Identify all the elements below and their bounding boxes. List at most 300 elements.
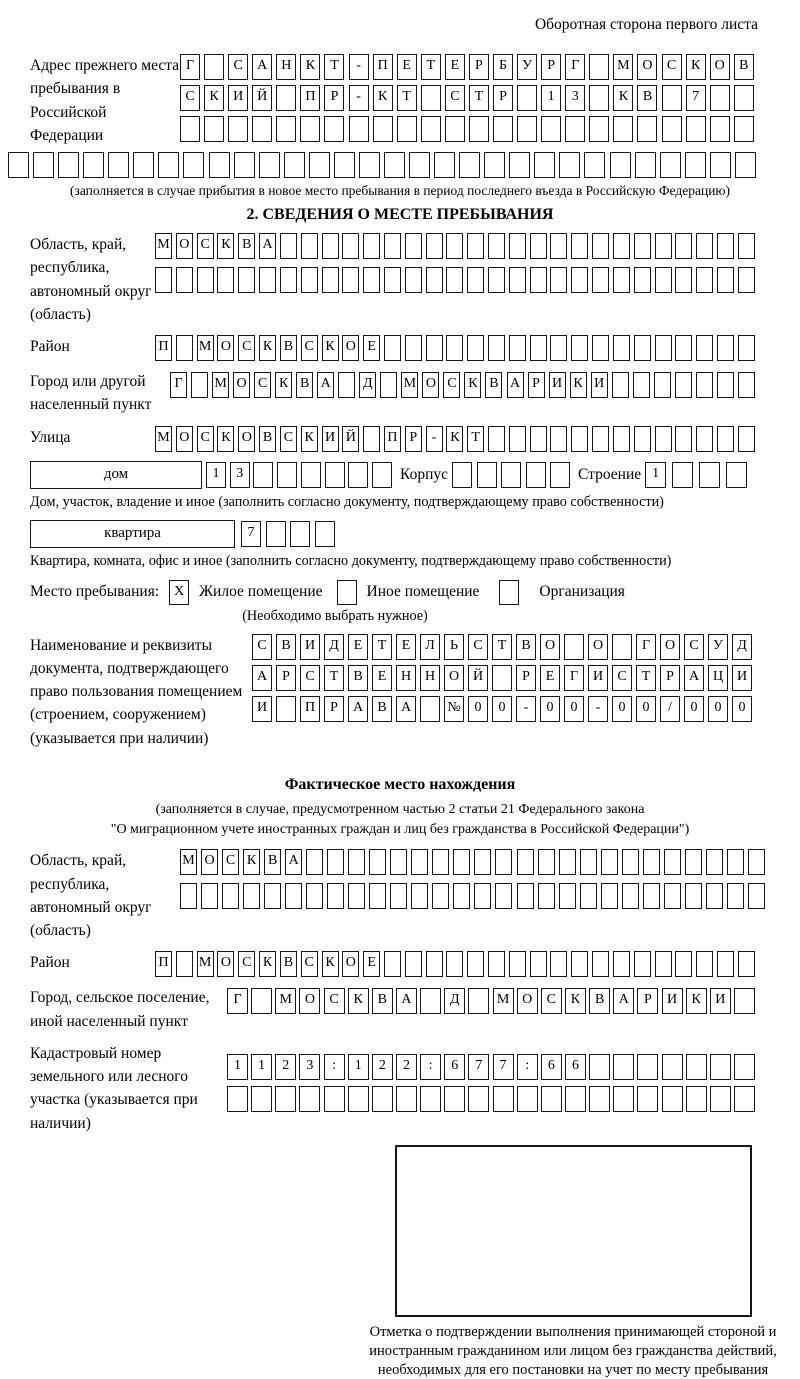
char-cell: К [464,372,481,398]
char-cell [550,233,567,259]
char-cell: 6 [444,1054,465,1080]
char-cell: В [372,988,393,1014]
char-cell: Н [420,665,440,691]
char-cell: : [324,1054,345,1080]
char-cell [469,116,489,142]
char-cell [565,1086,586,1112]
fact-oblast-label: Область, край, республика, автономный округ (область) [30,852,152,940]
char-cell: Д [444,988,465,1014]
char-cell: А [259,233,276,259]
char-cell [584,152,605,178]
char-cell [710,85,730,111]
char-cell: П [155,335,172,361]
fact-heading: Фактическое место нахождения [284,775,516,793]
char-cell: Т [372,634,392,660]
char-cell [571,335,588,361]
char-cell [734,1054,755,1080]
char-cell: М [212,372,229,398]
char-cell [276,116,296,142]
char-cell [266,521,286,547]
char-cell: О [238,426,255,452]
char-cell [420,988,441,1014]
char-cell [610,152,631,178]
char-cell: Е [397,54,417,80]
char-cell: 1 [541,85,561,111]
prev-address-row-3 [180,116,754,142]
char-cell [675,951,692,977]
char-cell [488,233,505,259]
char-cell: К [686,988,707,1014]
char-cell: А [317,372,334,398]
char-cell: Е [372,665,392,691]
char-cell [315,521,335,547]
char-cell [228,116,248,142]
char-cell [405,233,422,259]
char-cell [421,116,441,142]
fact-gorod-label: Город, сельское поселение, иной населенный пункт [30,989,210,1030]
char-cell: С [280,426,297,452]
char-cell [592,267,609,293]
stamp-caption: Отметка о подтверждении выполнения принимающей стороной и иностранным гражданином или лицом без гражданства действий, необходимых для его постановки на учет по месту пребывания [369,1323,777,1378]
char-cell: Е [540,665,560,691]
char-cell: 1 [251,1054,272,1080]
char-cell [655,267,672,293]
char-cell [396,1086,417,1112]
char-cell: И [300,634,320,660]
prev-address-row-1 [180,54,754,80]
char-cell [372,462,392,488]
char-cell: Р [405,426,422,452]
char-cell [432,849,449,875]
char-cell [550,462,570,488]
char-cell: М [197,335,214,361]
char-cell: И [322,426,339,452]
char-cell: К [259,951,276,977]
char-cell: Г [636,634,656,660]
char-cell [290,521,310,547]
char-cell [634,267,651,293]
char-cell: Т [636,665,656,691]
char-cell: М [275,988,296,1014]
char-cell [738,233,755,259]
char-cell: Г [564,665,584,691]
char-cell: 3 [299,1054,320,1080]
char-cell: Ц [708,665,728,691]
mesto-label: Место пребывания: [30,583,160,600]
char-cell [634,951,651,977]
char-cell [322,267,339,293]
char-cell [727,883,744,909]
char-cell [277,462,297,488]
char-cell [635,152,656,178]
char-cell [717,267,734,293]
char-cell [493,116,513,142]
kvartira-cells [241,521,335,547]
char-cell [541,1086,562,1112]
char-cell [276,696,296,722]
fact-raion-row [155,951,755,977]
char-cell [217,267,234,293]
char-cell [446,233,463,259]
char-cell [550,335,567,361]
char-cell [738,426,755,452]
char-cell [706,849,723,875]
char-cell: К [259,335,276,361]
char-cell: П [384,426,401,452]
char-cell: М [401,372,418,398]
prev-address-block [30,54,800,147]
char-cell [405,951,422,977]
char-cell [108,152,129,178]
char-cell [421,85,441,111]
dom-cells [206,462,392,488]
char-cell: К [217,233,234,259]
char-cell [675,372,692,398]
char-cell: 0 [636,696,656,722]
char-cell [453,883,470,909]
char-cell [675,267,692,293]
char-cell [338,372,355,398]
char-cell [369,883,386,909]
char-cell: Е [445,54,465,80]
fact-kadastr-grid [227,1054,755,1112]
char-cell [409,152,430,178]
char-cell: К [322,335,339,361]
char-cell [717,426,734,452]
char-cell: Т [397,85,417,111]
char-cell [324,1086,345,1112]
fact-kadastr-label: Кадастровый номер земельного или лесного участка (указывается при наличии) [30,1044,198,1132]
char-cell [559,849,576,875]
char-cell [234,152,255,178]
char-cell [592,335,609,361]
char-cell: С [541,988,562,1014]
char-cell [589,54,609,80]
char-cell [474,883,491,909]
oblast-line [30,233,800,326]
char-cell: Й [342,426,359,452]
char-cell: Р [324,85,344,111]
char-cell [685,849,702,875]
char-cell: К [322,951,339,977]
char-cell: Й [252,85,272,111]
prev-address-grid [180,54,754,147]
char-cell [655,335,672,361]
char-cell: О [233,372,250,398]
oblast-label: Область, край, республика, автономный округ (область) [30,236,152,323]
char-cell [643,883,660,909]
char-cell: К [217,426,234,452]
char-cell [501,462,521,488]
char-cell [301,233,318,259]
char-cell [564,634,584,660]
char-cell: С [612,665,632,691]
char-cell [259,267,276,293]
char-cell: О [299,988,320,1014]
char-cell: П [155,951,172,977]
char-cell: У [517,54,537,80]
char-cell: С [324,988,345,1014]
char-cell: Т [421,54,441,80]
char-cell [468,988,489,1014]
char-cell [686,1086,707,1112]
char-cell [634,335,651,361]
char-cell: Р [469,54,489,80]
char-cell [334,152,355,178]
char-cell: И [228,85,248,111]
char-cell [8,152,29,178]
char-cell [446,335,463,361]
char-cell: В [280,335,297,361]
char-cell [452,462,472,488]
char-cell [517,85,537,111]
char-cell [517,849,534,875]
char-cell [252,116,272,142]
char-cell: В [516,634,536,660]
char-cell: М [197,951,214,977]
char-cell [325,462,345,488]
char-cell: В [259,426,276,452]
char-cell: 1 [348,1054,369,1080]
char-cell [734,988,755,1014]
fact-gorod-line [30,986,800,1033]
char-cell: В [280,951,297,977]
char-cell: С [300,665,320,691]
char-cell [384,267,401,293]
char-cell [509,267,526,293]
char-cell: Р [660,665,680,691]
char-cell: Т [324,665,344,691]
char-cell [613,335,630,361]
char-cell [589,116,609,142]
char-cell: И [591,372,608,398]
char-cell [176,951,193,977]
char-cell: Р [493,85,513,111]
char-cell [685,883,702,909]
char-cell [710,1086,731,1112]
char-cell [541,116,561,142]
char-cell: Р [541,54,561,80]
char-cell [405,267,422,293]
char-cell: О [342,951,359,977]
char-cell [589,1086,610,1112]
char-cell [209,152,230,178]
char-cell: Д [324,634,344,660]
char-cell: С [684,634,704,660]
char-cell: 3 [565,85,585,111]
char-cell [735,152,756,178]
fact-note-2: "О миграционном учете иностранных граждан и лиц без гражданства в Российской Федерации") [110,822,690,838]
char-cell [280,267,297,293]
char-cell: К [373,85,393,111]
char-cell: Т [324,54,344,80]
char-cell: Р [276,665,296,691]
char-cell: Ь [444,634,464,660]
prev-address-label: Адрес прежнего места пребывания в Российской Федерации [30,57,180,144]
char-cell: 7 [468,1054,489,1080]
char-cell [613,233,630,259]
char-cell: Н [276,54,296,80]
char-cell [348,462,368,488]
char-cell [477,462,497,488]
char-cell [197,267,214,293]
char-cell [309,152,330,178]
char-cell [369,849,386,875]
char-cell: О [217,951,234,977]
char-cell [444,1086,465,1112]
char-cell: - [349,85,369,111]
stroenie-cells [645,462,747,488]
char-cell [493,1086,514,1112]
char-cell: Г [170,372,187,398]
char-cell [517,883,534,909]
char-cell [33,152,54,178]
char-cell: 3 [230,462,250,488]
char-cell: В [276,634,296,660]
char-cell: И [710,988,731,1014]
char-cell: С [228,54,248,80]
char-cell: А [252,665,272,691]
char-cell [453,849,470,875]
char-cell [589,85,609,111]
char-cell: К [243,849,260,875]
char-cell: 0 [564,696,584,722]
char-cell [710,1054,731,1080]
char-cell [664,849,681,875]
char-cell: П [300,696,320,722]
char-cell [517,1086,538,1112]
char-cell [397,116,417,142]
choose-note: (Необходимо выбрать нужное) [242,607,428,624]
char-cell: Л [420,634,440,660]
char-cell: О [660,634,680,660]
char-cell [264,883,281,909]
char-cell: А [507,372,524,398]
prev-address-row-2 [180,85,754,111]
char-cell [432,883,449,909]
char-cell [660,152,681,178]
char-cell [517,116,537,142]
char-cell [390,883,407,909]
char-cell [696,233,713,259]
char-cell [734,116,754,142]
raion-label: Район [30,338,70,355]
char-cell [710,116,730,142]
char-cell [655,951,672,977]
char-cell [363,267,380,293]
document-grid [252,634,752,722]
char-cell [696,267,713,293]
char-cell [411,849,428,875]
char-cell: В [348,665,368,691]
char-cell [580,849,597,875]
checkbox-organizatsiya [499,580,519,605]
char-cell [738,951,755,977]
char-cell: 0 [540,696,560,722]
char-cell: С [468,634,488,660]
char-cell: 0 [612,696,632,722]
char-cell [280,233,297,259]
char-cell [446,267,463,293]
char-cell: И [588,665,608,691]
char-cell [363,233,380,259]
char-cell [180,883,197,909]
char-cell [384,335,401,361]
char-cell [176,267,193,293]
checkbox-inoe [337,580,357,605]
char-cell: Е [396,634,416,660]
kvartira-box: квартира [30,520,235,548]
char-cell [180,116,200,142]
char-cell: А [396,696,416,722]
char-cell [348,849,365,875]
organizatsiya-label: Организация [539,583,625,600]
char-cell: Д [732,634,752,660]
char-cell [426,267,443,293]
char-cell [484,152,505,178]
char-cell [530,335,547,361]
char-cell: 1 [645,462,666,488]
char-cell [633,372,650,398]
char-cell [696,426,713,452]
char-cell [488,951,505,977]
char-cell [251,988,272,1014]
char-cell [612,372,629,398]
char-cell [717,951,734,977]
fact-oblast-line [30,849,800,942]
char-cell [495,883,512,909]
char-cell [509,233,526,259]
char-cell: 7 [493,1054,514,1080]
char-cell [405,335,422,361]
char-cell: 2 [275,1054,296,1080]
char-cell [550,267,567,293]
char-cell [158,152,179,178]
dom-line [30,461,800,489]
char-cell [468,1086,489,1112]
char-cell [373,116,393,142]
char-cell [238,267,255,293]
char-cell: № [444,696,464,722]
char-cell: 6 [541,1054,562,1080]
char-cell [613,426,630,452]
char-cell [467,233,484,259]
char-cell [191,372,208,398]
char-cell: Т [469,85,489,111]
raion-row [155,335,755,361]
char-cell: 0 [732,696,752,722]
char-cell [259,152,280,178]
char-cell [580,883,597,909]
char-cell [734,1086,755,1112]
char-cell [654,372,671,398]
char-cell [384,233,401,259]
char-cell: М [180,849,197,875]
char-cell: / [660,696,680,722]
ulitsa-line [30,426,800,452]
char-cell: Е [363,335,380,361]
char-cell [717,372,734,398]
char-cell [710,152,731,178]
char-cell [176,335,193,361]
char-cell [696,335,713,361]
char-cell [592,951,609,977]
char-cell: М [493,988,514,1014]
fact-gorod-row [227,988,755,1014]
char-cell [243,883,260,909]
char-cell: С [197,426,214,452]
char-cell: О [444,665,464,691]
